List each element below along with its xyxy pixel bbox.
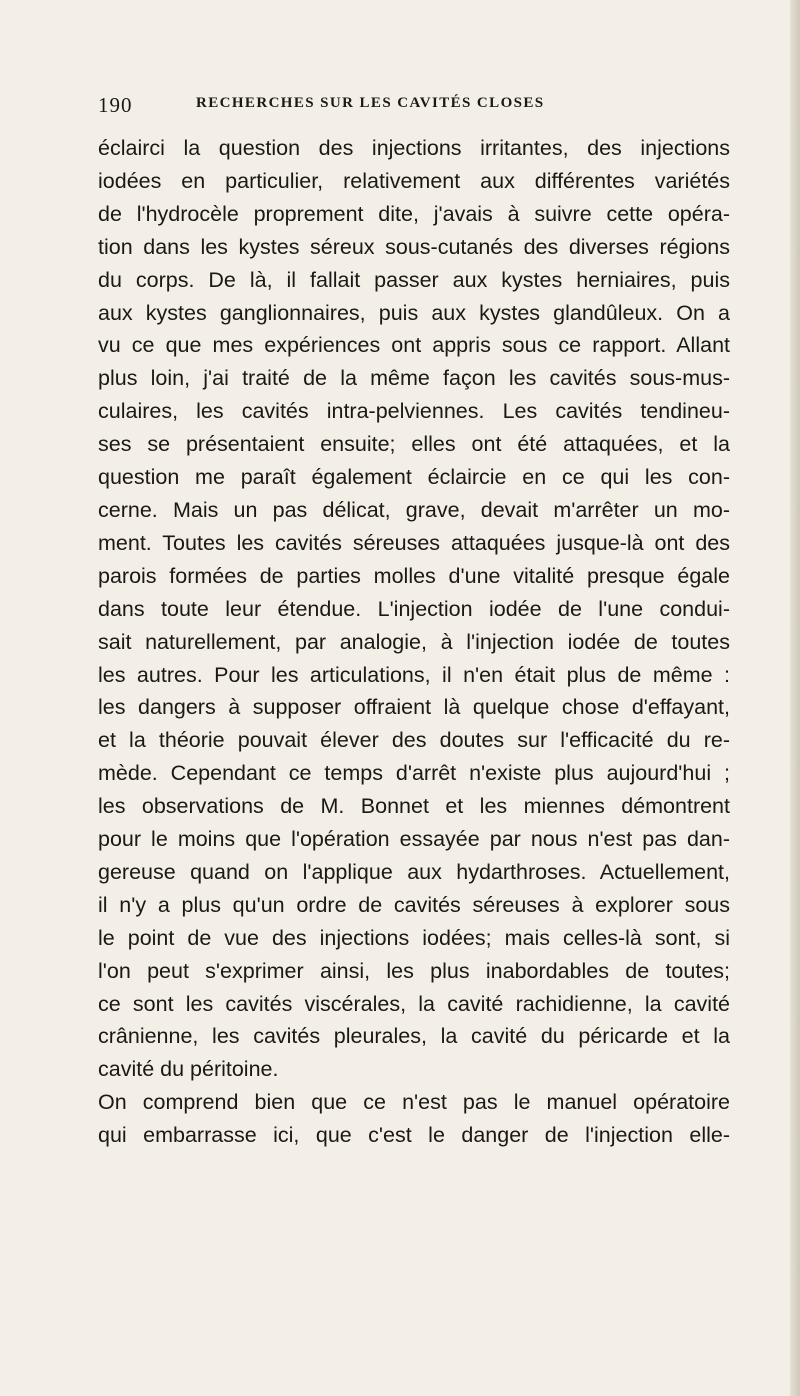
text-line: l'on peut s'exprimer ainsi, les plus inabordables de toutes; [98,958,730,983]
text-line: cerne. Mais un pas délicat, grave, devait m'arrêter un mo- [98,497,730,522]
text-line: les autres. Pour les articulations, il n'en était plus de même : [98,662,730,687]
text-line: tion dans les kystes séreux sous-cutanés des diverses régions [98,234,730,259]
text-line: qui embarrasse ici, que c'est le danger de l'injection elle- [98,1123,730,1148]
page-edge-shadow [790,0,800,1396]
running-title: RECHERCHES SUR LES CAVITÉS CLOSES [196,95,545,111]
text-line: du corps. De là, il fallait passer aux kystes herniaires, puis [98,267,730,292]
text-line: le point de vue des injections iodées; mais celles-là sont, si [98,925,730,950]
text-line: éclairci la question des injections irritantes, des injections [98,136,730,160]
text-line: culaires, les cavités intra-pelviennes. Les cavités tendineu- [98,399,730,424]
text-line: On comprend bien que ce n'est pas le manuel opératoire [98,1090,730,1115]
text-line: vu ce que mes expériences ont appris sous ce rapport. Allant [98,333,730,358]
text-line: cavité du péritoine. [98,1057,279,1082]
text-line: les observations de M. Bonnet et les miennes démontrent [98,794,730,819]
text-line: ment. Toutes les cavités séreuses attaquées jusque-là ont des [98,530,730,555]
text-line: de l'hydrocèle proprement dite, j'avais à suivre cette opéra- [98,201,730,226]
page-number: 190 [98,93,133,117]
text-line: les dangers à supposer offraient là quelque chose d'effayant, [98,695,730,720]
text-line: aux kystes ganglionnaires, puis aux kystes glandûleux. On a [98,300,730,325]
text-line: il n'y a plus qu'un ordre de cavités séreuses à explorer sous [98,892,730,917]
text-line: plus loin, j'ai traité de la même façon les cavités sous-mus- [98,366,730,391]
text-line: question me paraît également éclaircie en ce qui les con- [98,465,730,490]
text-line: iodées en particulier, relativement aux différentes variétés [98,168,730,193]
page-header [98,93,738,119]
text-line: crânienne, les cavités pleurales, la cavité du péricarde et la [98,1024,730,1049]
text-line: dans toute leur étendue. L'injection iodée de l'une condui- [98,596,730,621]
text-line: et la théorie pouvait élever des doutes sur l'efficacité du re- [98,728,730,753]
text-line: sait naturellement, par analogie, à l'injection iodée de toutes [98,629,730,654]
text-line: pour le moins que l'opération essayée par nous n'est pas dan- [98,827,730,852]
text-line: mède. Cependant ce temps d'arrêt n'existe plus aujourd'hui ; [98,761,730,786]
text-line: ses se présentaient ensuite; elles ont été attaquées, et la [98,432,730,457]
body-text [98,132,730,1152]
text-line: parois formées de parties molles d'une vitalité presque égale [98,563,730,588]
text-line: ce sont les cavités viscérales, la cavité rachidienne, la cavité [98,991,730,1016]
text-line: gereuse quand on l'applique aux hydarthroses. Actuellement, [98,859,730,884]
